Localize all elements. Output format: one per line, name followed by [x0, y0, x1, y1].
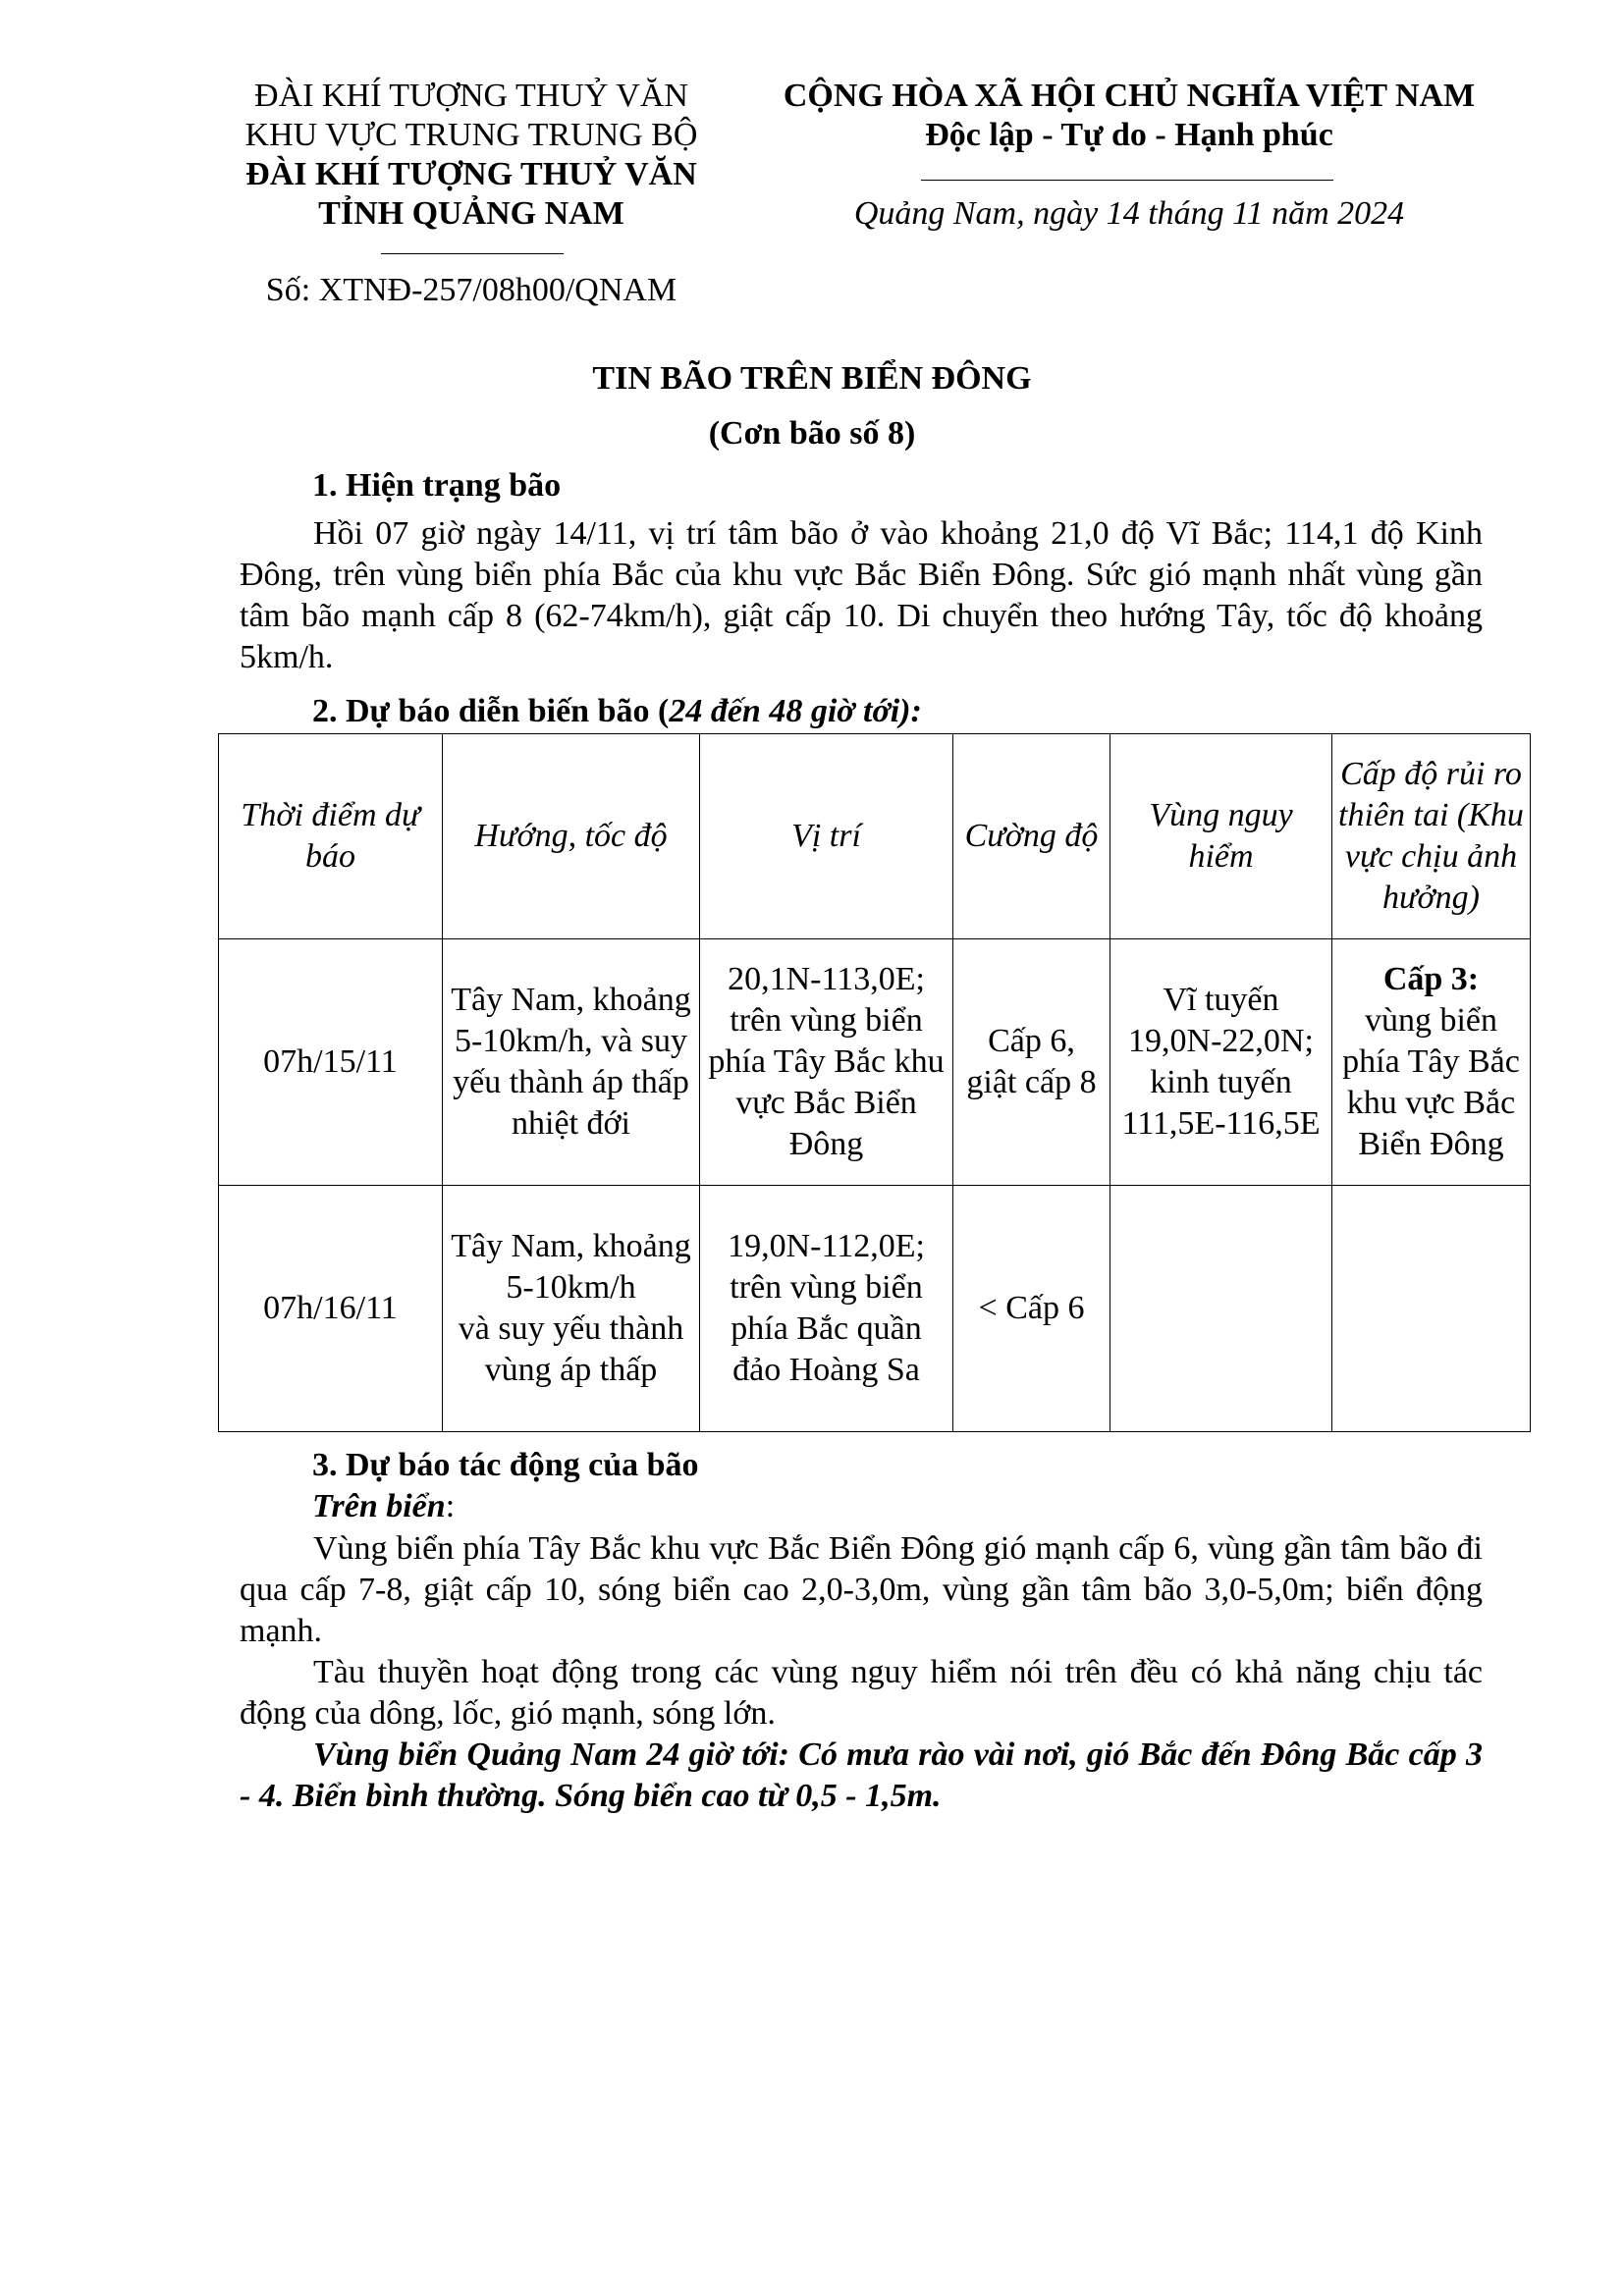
- cell-danger-zone: [1110, 1186, 1332, 1432]
- cell-direction: Tây Nam, khoảng 5-10km/h, và suy yếu thành áp thấp nhiệt đới: [443, 939, 700, 1186]
- section-3-paragraph-1: [240, 1528, 1483, 1652]
- table-header-row: [219, 734, 1531, 939]
- header-position: Vị trí: [700, 734, 953, 939]
- header-danger-zone: Vùng nguy hiểm: [1110, 734, 1332, 939]
- header-direction: Hướng, tốc độ: [443, 734, 700, 939]
- agency-header: [196, 77, 746, 234]
- table-row: [219, 939, 1531, 1186]
- agency-line-2: KHU VỰC TRUNG TRUNG BỘ: [244, 117, 698, 153]
- section-3-heading: 3. Dự báo tác động của bão: [312, 1447, 699, 1483]
- section-1-heading: 1. Hiện trạng bão: [312, 467, 562, 504]
- risk-level-label: Cấp 3:: [1382, 961, 1480, 997]
- direction-part-b: và suy yếu thành vùng áp thấp: [458, 1310, 684, 1388]
- agency-divider: [381, 253, 564, 254]
- section-3-paragraph-3: [240, 1735, 1483, 1817]
- document-number: Số: XTNĐ-257/08h00/QNAM: [265, 272, 677, 308]
- on-sea-label: Trên biển: [312, 1488, 446, 1524]
- direction-part-a: Tây Nam, khoảng 5-10km/h: [451, 1228, 691, 1306]
- agency-line-3: ĐÀI KHÍ TƯỢNG THUỶ VĂN: [245, 156, 697, 192]
- quang-nam-forecast-text: Vùng biển Quảng Nam 24 giờ tới: Có mưa rào vài nơi, gió Bắc đến Đông Bắc cấp 3 - 4. Biển bình thường. Sóng biển cao từ 0,5 - 1,5m.: [240, 1736, 1483, 1814]
- cell-time: 07h/16/11: [219, 1186, 443, 1432]
- agency-line-1: ĐÀI KHÍ TƯỢNG THUỶ VĂN: [254, 78, 688, 114]
- header-time: Thời điểm dự báo: [219, 734, 443, 939]
- cell-direction: [443, 1186, 700, 1432]
- cell-intensity: Cấp 6, giật cấp 8: [953, 939, 1110, 1186]
- section-3-subheading: [312, 1487, 455, 1527]
- national-motto: Độc lập - Tự do - Hạnh phúc: [925, 117, 1333, 153]
- section-2-heading: [312, 692, 922, 732]
- risk-area: vùng biển phía Tây Bắc khu vực Bắc Biển Đông: [1342, 1002, 1520, 1162]
- national-header: [727, 77, 1532, 155]
- forecast-table: [218, 733, 1531, 1432]
- vessel-warning-text: Tàu thuyền hoạt động trong các vùng nguy hiểm nói trên đều có khả năng chịu tác động của dông, lốc, gió mạnh, sóng lớn.: [240, 1654, 1483, 1732]
- on-sea-colon: :: [445, 1488, 456, 1524]
- cell-intensity: < Cấp 6: [953, 1186, 1110, 1432]
- section-3-paragraph-2: [240, 1652, 1483, 1735]
- cell-danger-zone: Vĩ tuyến 19,0N-22,0N; kinh tuyến 111,5E-116,5E: [1110, 939, 1332, 1186]
- agency-line-4: TỈNH QUẢNG NAM: [318, 195, 624, 232]
- issue-date: Quảng Nam, ngày 14 tháng 11 năm 2024: [853, 195, 1405, 232]
- cell-position: 20,1N-113,0E; trên vùng biển phía Tây Bắc khu vực Bắc Biển Đông: [700, 939, 953, 1186]
- table-row: [219, 1186, 1531, 1432]
- section-1-text: [240, 513, 1483, 678]
- header-intensity: Cường độ: [953, 734, 1110, 939]
- cell-time: 07h/15/11: [219, 939, 443, 1186]
- cell-risk-level: [1332, 1186, 1531, 1432]
- section-2-heading-prefix: 2. Dự báo diễn biến bão (: [312, 693, 670, 729]
- sea-impact-text: Vùng biển phía Tây Bắc khu vực Bắc Biển Đông gió mạnh cấp 6, vùng gần tâm bão đi qua cấp 7-8, giật cấp 10, sóng biển cao 2,0-3,0m, vùng gần tâm bão 3,0-5,0m; biển động mạnh.: [240, 1530, 1483, 1649]
- section-2-heading-italic: 24 đến 48 giờ tới):: [669, 693, 922, 729]
- cell-position: 19,0N-112,0E; trên vùng biển phía Bắc quần đảo Hoàng Sa: [700, 1186, 953, 1432]
- national-title: CỘNG HÒA XÃ HỘI CHỦ NGHĨA VIỆT NAM: [783, 78, 1476, 114]
- section-1-body: Hồi 07 giờ ngày 14/11, vị trí tâm bão ở vào khoảng 21,0 độ Vĩ Bắc; 114,1 độ Kinh Đông, trên vùng biển phía Bắc của khu vực Bắc Biển Đông. Sức gió mạnh nhất vùng gần tâm bão mạnh cấp 8 (62-74km/h), giật cấp 10. Di chuyển theo hướng Tây, tốc độ khoảng 5km/h.: [240, 515, 1483, 675]
- document-title: TIN BÃO TRÊN BIỂN ĐÔNG: [592, 360, 1032, 397]
- cell-risk-level: [1332, 939, 1531, 1186]
- national-divider: [921, 180, 1333, 181]
- document-subtitle: (Cơn bão số 8): [708, 415, 916, 452]
- header-risk-level: Cấp độ rủi ro thiên tai (Khu vực chịu ảnh hưởng): [1332, 734, 1531, 939]
